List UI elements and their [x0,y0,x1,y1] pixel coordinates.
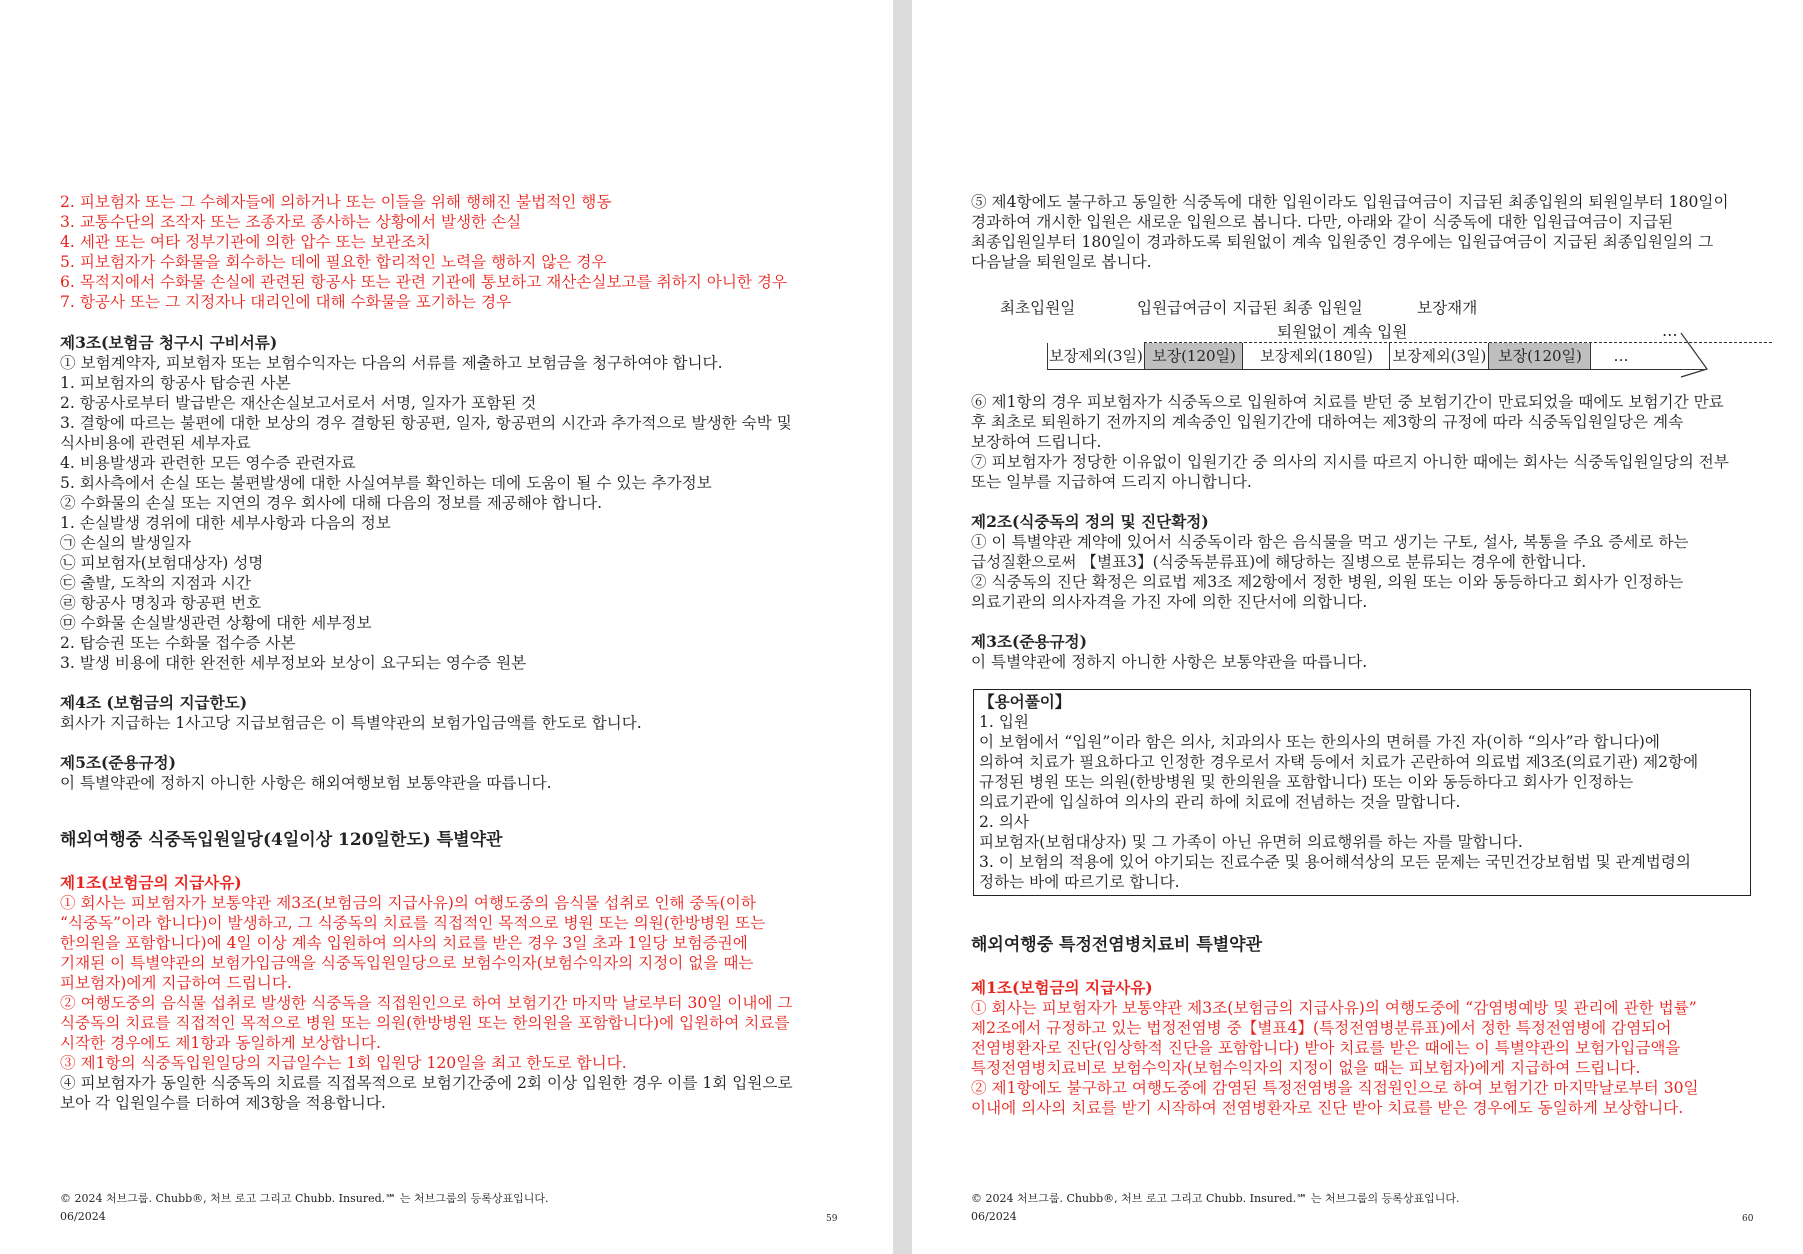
left-footer-copyright: © 2024 처브그룹. Chubb®, 처브 로고 그리고 Chubb. Insured.℠ 는 처브그룹의 등록상표입니다. [60,1192,549,1205]
text-line: ㉣ 항공사 명칭과 항공편 번호 [60,594,262,612]
text-line: ① 회사는 피보험자가 보통약관 제3조(보험금의 지급사유)의 여행도중의 음식물 섭취로 인해 중독(이하 [60,894,756,912]
text-line: 4. 세관 또는 여타 정부기관에 의한 압수 또는 보관조치 [60,233,431,251]
timeline-label-first-admission: 최초입원일 [1000,299,1076,317]
text-line: 2. 의사 [979,813,1029,831]
right-page-number: 60 [1742,1214,1754,1224]
text-line: 기재된 이 특별약관의 보험가입금액을 식중독입원일당으로 보험수익자(보험수익자의 지정이 없을 때는 [60,954,754,972]
text-line: 7. 항공사 또는 그 지정자나 대리인에 대해 수화물을 포기하는 경우 [60,293,512,311]
timeline-label-continuous-stay: 퇴원없이 계속 입원 [1277,323,1408,341]
timeline-segment-excluded-3d: 보장제외(3일) [1047,343,1144,369]
text-line: 정하는 바에 따르기로 합니다. [979,873,1180,891]
text-line: 2. 항공사로부터 발급받은 재산손실보고서로서 서명, 일자가 포함된 것 [60,394,537,412]
text-line: 보아 각 입원일수를 더하여 제3항을 적용합니다. [60,1094,386,1112]
text-line: 3. 이 보험의 적용에 있어 야기되는 진료수준 및 용어해석상의 모든 문제는 국민건강보험법 및 관계법령의 [979,853,1691,871]
text-line: 제4조 (보험금의 지급한도) [60,693,248,712]
text-line: 보장하여 드립니다. [971,433,1102,451]
text-line: 경과하여 개시한 입원은 새로운 입원으로 봅니다. 다만, 아래와 같이 식중독에 대한 입원급여금이 지급된 [971,213,1674,231]
right-footer-date: 06/2024 [971,1210,1017,1223]
text-line: ⑥ 제1항의 경우 피보험자가 식중독으로 입원하여 치료를 받던 중 보험기간이 만료되었을 때에도 보험기간 만료 [971,393,1724,411]
text-line: 최종입원일부터 180일이 경과하도록 퇴원없이 계속 입원중인 경우에는 입원급여금이 지급된 최종입원일의 그 [971,233,1714,251]
text-line: ④ 피보험자가 동일한 식중독의 치료를 직접목적으로 보험기간중에 2회 이상 입원한 경우 이를 1회 입원으로 [60,1074,793,1092]
page-gutter [893,0,912,1254]
left-page [0,0,893,1254]
text-line: 제1조(보험금의 지급사유) [60,873,242,892]
timeline-segment-covered-120d: 보장(120일) [1144,343,1243,369]
text-line: 특정전염병치료비로 보험수익자(보험수익자의 지정이 없을 때는 피보험자)에게 지급하여 드립니다. [971,1059,1641,1077]
text-line: 해외여행중 특정전염병치료비 특별약관 [971,935,1263,955]
text-line: 제1조(보험금의 지급사유) [971,978,1153,997]
timeline-segment-ellipsis: … [1590,343,1651,369]
text-line: ㉠ 손실의 발생일자 [60,534,191,552]
timeline-label-coverage-resume: 보장재개 [1417,299,1478,317]
text-line: 급성질환으로써 【별표3】(식중독분류표)에 해당하는 질병으로 분류되는 경우에 한합니다. [971,553,1587,571]
text-line: ① 회사는 피보험자가 보통약관 제3조(보험금의 지급사유)의 여행도중에 “감염병예방 및 관리에 관한 법률” [971,999,1697,1017]
text-line: 5. 회사측에서 손실 또는 불편발생에 대한 사실여부를 확인하는 데에 도움이 될 수 있는 추가정보 [60,474,712,492]
text-line: ㉡ 피보험자(보험대상자) 성명 [60,554,264,572]
text-line: ③ 제1항의 식중독입원일당의 지급일수는 1회 입원당 120일을 최고 한도로 합니다. [60,1054,627,1072]
text-line: ① 보험계약자, 피보험자 또는 보험수익자는 다음의 서류를 제출하고 보험금을 청구하여야 합니다. [60,354,723,372]
glossary-box [973,689,1751,896]
text-line: 3. 결항에 따르는 불편에 대한 보상의 경우 결항된 항공편, 일자, 항공편의 시간과 추가적으로 발생한 숙박 및 [60,414,792,432]
text-line: ① 이 특별약관 계약에 있어서 식중독이라 함은 음식물을 먹고 생기는 구토, 설사, 복통을 주요 증세로 하는 [971,533,1689,551]
text-line: 이 보험에서 “입원”이라 함은 의사, 치과의사 또는 한의사의 면허를 가진 자(이하 “의사”라 합니다)에 [979,733,1660,751]
timeline-axis [1047,369,1705,370]
text-line: 한의원을 포함합니다)에 4일 이상 계속 입원하여 의사의 치료를 받은 경우 3일 초과 1일당 보험증권에 [60,934,748,952]
text-line: 규정된 병원 또는 의원(한방병원 및 한의원을 포함합니다) 또는 이와 동등하다고 회사가 인정하는 [979,773,1634,791]
text-line: 시작한 경우에도 제1항과 동일하게 보상합니다. [60,1034,381,1052]
text-line: 제2조(식중독의 정의 및 진단확정) [971,512,1209,531]
text-line: 제3조(준용규정) [971,632,1087,651]
text-line: 제5조(준용규정) [60,753,176,772]
timeline-arrow-icon [1677,329,1713,379]
text-line: ⑤ 제4항에도 불구하고 동일한 식중독에 대한 입원이라도 입원급여금이 지급된 최종입원의 퇴원일부터 180일이 [971,193,1729,211]
text-line: 피보험자(보험대상자) 및 그 가족이 아닌 유면허 의료행위를 하는 자를 말합니다. [979,833,1523,851]
text-line: 제3조(보험금 청구시 구비서류) [60,333,278,352]
text-line: 6. 목적지에서 수화물 손실에 관련된 항공사 또는 관련 기관에 통보하고 재산손실보고를 취하지 아니한 경우 [60,273,788,291]
text-line: 식중독의 치료를 직접적인 목적으로 병원 또는 의원(한방병원 또는 한의원을 포함합니다)에 입원하여 치료를 [60,1014,790,1032]
text-line: 피보험자)에게 지급하여 드립니다. [60,974,292,992]
text-line: “식중독”이라 합니다)이 발생하고, 그 식중독의 치료를 직접적인 목적으로 병원 또는 의원(한방병원 또는 [60,914,766,932]
text-line: 이 특별약관에 정하지 아니한 사항은 해외여행보험 보통약관을 따릅니다. [60,774,552,792]
right-page [912,0,1803,1254]
text-line: 의료기관에 입실하여 의사의 관리 하에 치료에 전념하는 것을 말합니다. [979,793,1461,811]
text-line: 1. 피보험자의 항공사 탑승권 사본 [60,374,291,392]
text-line: 2. 피보험자 또는 그 수혜자들에 의하거나 또는 이들을 위해 행해진 불법적인 행동 [60,193,612,211]
text-line: 의료기관의 의사자격을 가진 자에 의한 진단서에 의합니다. [971,593,1368,611]
text-line: 【용어풀이】 [979,692,1071,711]
timeline-segment-excluded-180d: 보장제외(180일) [1242,343,1390,369]
text-line: 회사가 지급하는 1사고당 지급보험금은 이 특별약관의 보험가입금액를 한도로 합니다. [60,714,642,732]
text-line: ㉢ 출발, 도착의 지점과 시간 [60,574,252,592]
right-footer-copyright: © 2024 처브그룹. Chubb®, 처브 로고 그리고 Chubb. Insured.℠ 는 처브그룹의 등록상표입니다. [971,1192,1460,1205]
text-line: 다음날을 퇴원일로 봅니다. [971,253,1152,271]
text-line: ② 제1항에도 불구하고 여행도중에 감염된 특정전염병을 직접원인으로 하여 보험기간 마지막날로부터 30일 [971,1079,1699,1097]
text-line: 또는 일부를 지급하여 드리지 아니합니다. [971,473,1252,491]
text-line: 1. 손실발생 경위에 대한 세부사항과 다음의 정보 [60,514,391,532]
text-line: ⑦ 피보험자가 정당한 이유없이 입원기간 중 의사의 지시를 따르지 아니한 때에는 회사는 식중독입원일당의 전부 [971,453,1729,471]
text-line: 1. 입원 [979,713,1029,731]
text-line: 의하여 치료가 필요하다고 인정한 경우로서 자택 등에서 치료가 곤란하여 의료법 제3조(의료기관) 제2항에 [979,753,1699,771]
text-line: ② 여행도중의 음식물 섭취로 발생한 식중독을 직접원인으로 하여 보험기간 마지막 날로부터 30일 이내에 그 [60,994,793,1012]
text-line: 5. 피보험자가 수화물을 회수하는 데에 필요한 합리적인 노력을 행하지 않은 경우 [60,253,607,271]
text-line: 2. 탑승권 또는 수화물 접수증 사본 [60,634,296,652]
timeline-label-last-paid-admission: 입원급여금이 지급된 최종 입원일 [1137,299,1363,317]
text-line: 식사비용에 관련된 세부자료 [60,434,251,452]
text-line: 이 특별약관에 정하지 아니한 사항은 보통약관을 따릅니다. [971,653,1368,671]
text-line: ② 수화물의 손실 또는 지연의 경우 회사에 대해 다음의 정보를 제공해야 합니다. [60,494,603,512]
left-footer-date: 06/2024 [60,1210,106,1223]
text-line: 제2조에서 규정하고 있는 법정전염병 중【별표4】(특정전염병분류표)에서 정한 특정전염병에 감염되어 [971,1019,1672,1037]
timeline-segment-excluded-3d-2: 보장제외(3일) [1389,343,1489,369]
text-line: 3. 교통수단의 조작자 또는 조종자로 종사하는 상황에서 발생한 손실 [60,213,522,231]
timeline-top-ellipsis: … [1662,322,1678,340]
timeline-segment-covered-120d-2: 보장(120일) [1488,343,1591,369]
text-line: 3. 발생 비용에 대한 완전한 세부정보와 보상이 요구되는 영수증 원본 [60,654,527,672]
text-line: 전염병환자로 진단(임상학적 진단을 포함합니다) 받아 치료를 받은 때에는 이 특별약관의 보험가입금액을 [971,1039,1681,1057]
text-line: ㉤ 수화물 손실발생관련 상황에 대한 세부정보 [60,614,372,632]
text-line: 이내에 의사의 치료를 받기 시작하여 전염병환자로 진단 받아 치료를 받은 경우에도 동일하게 보상합니다. [971,1099,1684,1117]
text-line: 해외여행중 식중독입원일당(4일이상 120일한도) 특별약관 [60,830,503,850]
text-line: ② 식중독의 진단 확정은 의료법 제3조 제2항에서 정한 병원, 의원 또는 이와 동등하다고 회사가 인정하는 [971,573,1684,591]
left-page-number: 59 [826,1214,838,1224]
text-line: 후 최초로 퇴원하기 전까지의 계속중인 입원기간에 대하여는 제3항의 규정에 따라 식중독입원일당은 계속 [971,413,1684,431]
text-line: 4. 비용발생과 관련한 모든 영수증 관련자료 [60,454,356,472]
